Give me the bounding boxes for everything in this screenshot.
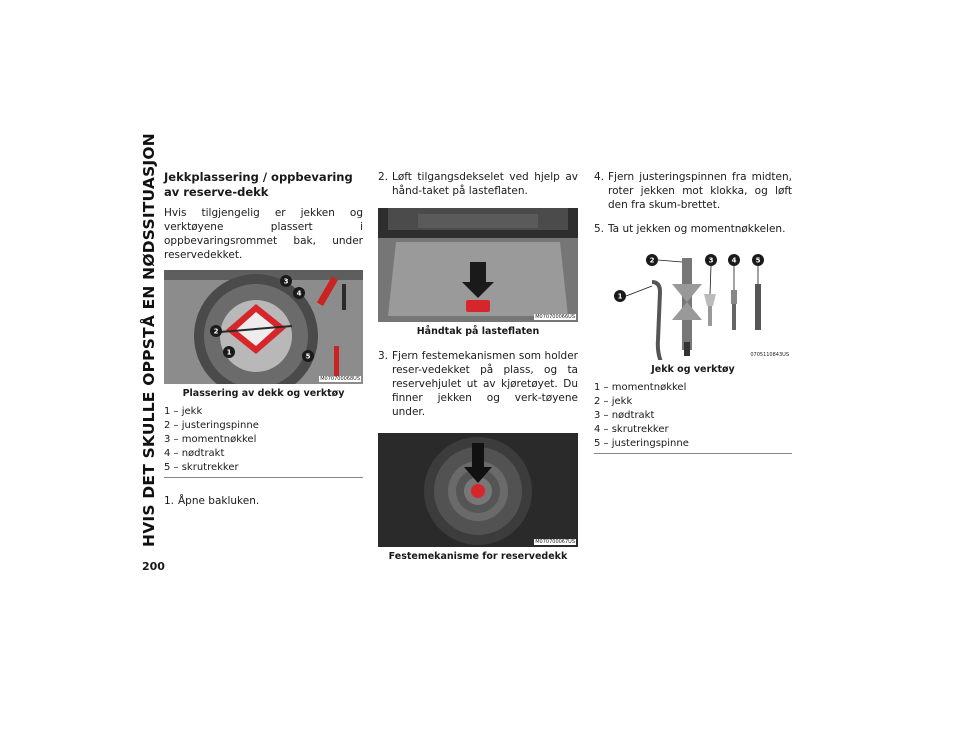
figure-tire-tools-location: [164, 270, 363, 384]
legend-item: 2 – jekk: [594, 396, 633, 407]
figure-code: 0705110843US: [750, 352, 789, 358]
step-number: 1.: [164, 495, 175, 507]
legend-item: 4 – nødtrakt: [164, 448, 225, 459]
legend-item: 5 – justeringspinne: [594, 438, 689, 449]
step-number: 5.: [594, 223, 605, 235]
figure-caption: Håndtak på lasteflaten: [416, 326, 540, 337]
callout-1: 1: [226, 348, 232, 357]
step-2: [378, 170, 578, 198]
callout-1: 1: [617, 292, 623, 301]
figure-caption: Festemekanisme for reservedekk: [388, 551, 568, 562]
callout-5: 5: [755, 256, 761, 265]
figure-caption: Plassering av dekk og verktøy: [182, 388, 345, 399]
figure-load-floor-handle: [378, 208, 578, 322]
legend-item: 3 – nødtrakt: [594, 410, 655, 421]
callout-4: 4: [731, 256, 737, 265]
step-4: [594, 170, 792, 212]
callout-2: 2: [649, 256, 655, 265]
page-number: 200: [142, 560, 165, 573]
legend-item: 3 – momentnøkkel: [164, 434, 257, 445]
legend-item: 1 – momentnøkkel: [594, 382, 687, 393]
intro-paragraph: Hvis tilgjengelig er jekken og verktøyene plassert i oppbevaringsrommet bak, under reservedekket.: [164, 207, 363, 261]
step-text: Løft tilgangsdekselet ved hjelp av hånd-taket på lasteflaten.: [392, 171, 578, 197]
section-heading: Jekkplassering / oppbevaring av reserve-dekk: [164, 170, 353, 199]
step-text: Ta ut jekken og momentnøkkelen.: [608, 223, 786, 235]
legend-divider: [594, 453, 792, 454]
callout-2: 2: [213, 327, 219, 336]
column-3: [594, 170, 792, 454]
figure-caption: Jekk og verktøy: [651, 364, 735, 375]
callout-3: 3: [708, 256, 714, 265]
legend-item: 4 – skrutrekker: [594, 424, 669, 435]
sidebar-chapter-title: [138, 133, 160, 547]
column-2: [378, 170, 578, 568]
step-1: [164, 494, 363, 508]
legend-item: 2 – justeringspinne: [164, 420, 259, 431]
figure-legend: [594, 381, 792, 451]
figure-code: M070700067US: [535, 539, 575, 545]
column-1: [164, 170, 363, 516]
chapter-title-text: HVIS DET SKULLE OPPSTÅ EN NØDSSITUASJON: [140, 133, 158, 547]
step-number: 4.: [594, 171, 605, 183]
callout-5: 5: [305, 352, 311, 361]
step-text: Åpne bakluken.: [178, 495, 260, 507]
legend-divider: [164, 477, 363, 478]
figure-code: M070700068US: [320, 376, 360, 382]
figure-jack-and-tools: [594, 244, 792, 360]
step-text: Fjern festemekanismen som holder reser-vedekket på plass, og ta reservehjulet ut av kjøretøyet. Du finner jekken og verk-tøyene under.: [392, 350, 578, 418]
legend-item: 1 – jekk: [164, 406, 203, 417]
figure-legend: [164, 405, 363, 475]
step-3: [378, 349, 578, 419]
step-number: 3.: [378, 350, 389, 362]
load-floor-illustration: [378, 208, 578, 322]
tire-tools-illustration: [164, 270, 363, 384]
spare-tire-illustration: [378, 433, 578, 547]
step-5: [594, 222, 792, 236]
callout-4: 4: [296, 289, 302, 298]
legend-item: 5 – skrutrekker: [164, 462, 239, 473]
figure-code: M070700066US: [535, 314, 575, 320]
jack-tools-illustration: [594, 244, 792, 360]
figure-spare-tire-fastener: [378, 433, 578, 547]
step-number: 2.: [378, 171, 389, 183]
step-text: Fjern justeringspinnen fra midten, roter jekken mot klokka, og løft den fra skum-brettet.: [608, 171, 792, 211]
callout-3: 3: [283, 277, 289, 286]
